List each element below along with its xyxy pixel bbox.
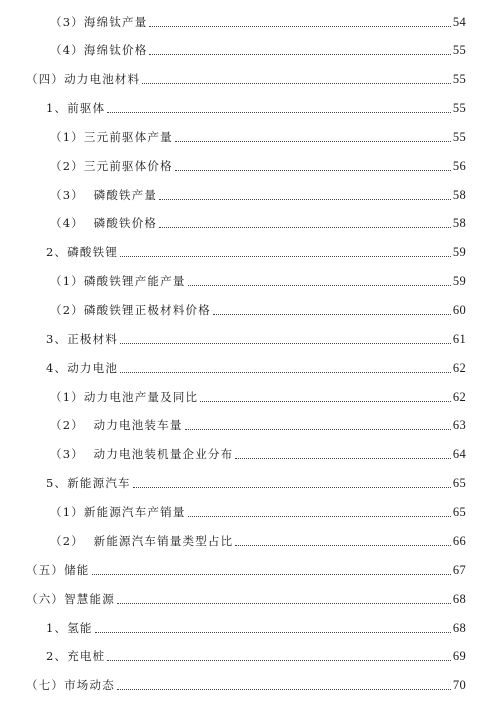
toc-dot-leader	[133, 487, 451, 488]
toc-entry-sponge-titanium-price[interactable]	[50, 41, 466, 59]
toc-page-number: 60	[452, 303, 466, 317]
toc-page-number: 61	[452, 332, 466, 346]
toc-entry-label: 4、动力电池	[46, 361, 119, 375]
toc-page-number: 65	[452, 505, 466, 519]
toc-page-number: 68	[452, 621, 466, 635]
toc-entry-label: 2、磷酸铁锂	[46, 245, 119, 259]
toc-entry-lfp-capacity-output[interactable]	[50, 272, 466, 290]
toc-page-number: 58	[452, 216, 466, 230]
toc-page-number: 55	[452, 101, 466, 115]
toc-entry-energy-storage[interactable]	[26, 561, 466, 579]
toc-entry-battery-output-yoy[interactable]	[50, 388, 466, 406]
toc-entry-market-news[interactable]	[26, 676, 466, 694]
toc-entry-label: （2）磷酸铁锂正极材料价格	[50, 303, 211, 317]
toc-entry-label: （3） 磷酸铁产量	[50, 188, 158, 202]
toc-entry-label: （3） 动力电池装机量企业分布	[50, 447, 234, 461]
toc-entry-iron-phosphate-output[interactable]	[50, 186, 466, 204]
toc-entry-nev-sales-type-share[interactable]	[50, 532, 466, 550]
toc-entry-label: （1）磷酸铁锂产能产量	[50, 274, 186, 288]
toc-entry-iron-phosphate-price[interactable]	[50, 214, 466, 232]
toc-dot-leader	[159, 227, 451, 228]
toc-dot-leader	[188, 516, 451, 517]
toc-entry-battery-installation-volume[interactable]	[50, 416, 466, 434]
toc-entry-charging-piles[interactable]	[46, 647, 466, 665]
toc-page-number: 64	[452, 447, 466, 461]
toc-entry-label: （4） 磷酸铁价格	[50, 216, 158, 230]
toc-entry-hydrogen-energy[interactable]	[46, 619, 466, 637]
toc-entry-label: 1、氢能	[46, 621, 93, 635]
toc-dot-leader	[213, 314, 451, 315]
toc-entry-ternary-precursor-price[interactable]	[50, 157, 466, 175]
toc-entry-label: 5、新能源汽车	[46, 476, 131, 490]
toc-dot-leader	[159, 199, 451, 200]
toc-page-number: 59	[452, 245, 466, 259]
toc-entry-label: （五）储能	[26, 563, 90, 577]
toc-entry-battery-installed-by-company[interactable]	[50, 445, 466, 463]
toc-entry-precursor[interactable]	[46, 99, 466, 117]
toc-dot-leader	[95, 632, 451, 633]
toc-entry-label: （六）智慧能源	[26, 592, 115, 606]
toc-entry-label: （四）动力电池材料	[26, 72, 141, 86]
toc-page-number: 62	[452, 390, 466, 404]
toc-entry-label: 2、充电桩	[46, 649, 106, 663]
toc-entry-label: 3、正极材料	[46, 332, 119, 346]
toc-page-number: 56	[452, 159, 466, 173]
toc-page-number: 54	[452, 15, 466, 29]
toc-dot-leader	[107, 112, 451, 113]
toc-entry-label: （3）海绵钛产量	[50, 15, 148, 29]
toc-dot-leader	[92, 574, 451, 575]
toc-dot-leader	[120, 343, 451, 344]
toc-page-number: 59	[452, 274, 466, 288]
toc-entry-label: （1）动力电池产量及同比	[50, 390, 199, 404]
toc-page-number: 62	[452, 361, 466, 375]
toc-entry-sponge-titanium-output[interactable]	[50, 13, 466, 31]
toc-dot-leader	[175, 170, 451, 171]
toc-entry-label: （2） 动力电池装车量	[50, 418, 183, 432]
toc-dot-leader	[235, 458, 451, 459]
toc-page-number: 68	[452, 592, 466, 606]
toc-entry-label: 1、前驱体	[46, 101, 106, 115]
toc-dot-leader	[120, 256, 451, 257]
toc-entry-label: （2）三元前驱体价格	[50, 159, 173, 173]
toc-dot-leader	[120, 372, 451, 373]
toc-entry-new-energy-vehicles[interactable]	[46, 474, 466, 492]
toc-entry-label: （4）海绵钛价格	[50, 43, 148, 57]
toc-page-number: 55	[452, 43, 466, 57]
toc-page-number: 55	[452, 72, 466, 86]
toc-entry-label: （2） 新能源汽车销量类型占比	[50, 534, 234, 548]
toc-dot-leader	[117, 603, 451, 604]
toc-entry-smart-energy[interactable]	[26, 590, 466, 608]
toc-entry-lfp-cathode-price[interactable]	[50, 301, 466, 319]
toc-page-number: 55	[452, 130, 466, 144]
toc-entry-power-battery-materials[interactable]	[26, 70, 466, 88]
toc-dot-leader	[149, 26, 450, 27]
toc-dot-leader	[142, 83, 451, 84]
toc-entry-label: （1）新能源汽车产销量	[50, 505, 186, 519]
toc-page-number: 58	[452, 188, 466, 202]
toc-dot-leader	[107, 660, 451, 661]
toc-dot-leader	[117, 689, 451, 690]
toc-entry-label: （七）市场动态	[26, 678, 115, 692]
toc-dot-leader	[235, 545, 451, 546]
toc-page-number: 69	[452, 649, 466, 663]
toc-page-number: 70	[452, 678, 466, 692]
toc-entry-ternary-precursor-output[interactable]	[50, 128, 466, 146]
toc-dot-leader	[200, 401, 451, 402]
toc-page-number: 65	[452, 476, 466, 490]
toc-dot-leader	[185, 429, 451, 430]
toc-entry-label: （1）三元前驱体产量	[50, 130, 173, 144]
toc-page-number: 66	[452, 534, 466, 548]
toc-entry-power-battery[interactable]	[46, 359, 466, 377]
toc-dot-leader	[175, 141, 451, 142]
toc-entry-nev-production-sales[interactable]	[50, 503, 466, 521]
toc-dot-leader	[149, 54, 450, 55]
toc-entry-cathode-materials[interactable]	[46, 330, 466, 348]
toc-page-number: 63	[452, 418, 466, 432]
toc-entry-lithium-iron-phosphate[interactable]	[46, 243, 466, 261]
toc-dot-leader	[188, 285, 451, 286]
toc-page-number: 67	[452, 563, 466, 577]
